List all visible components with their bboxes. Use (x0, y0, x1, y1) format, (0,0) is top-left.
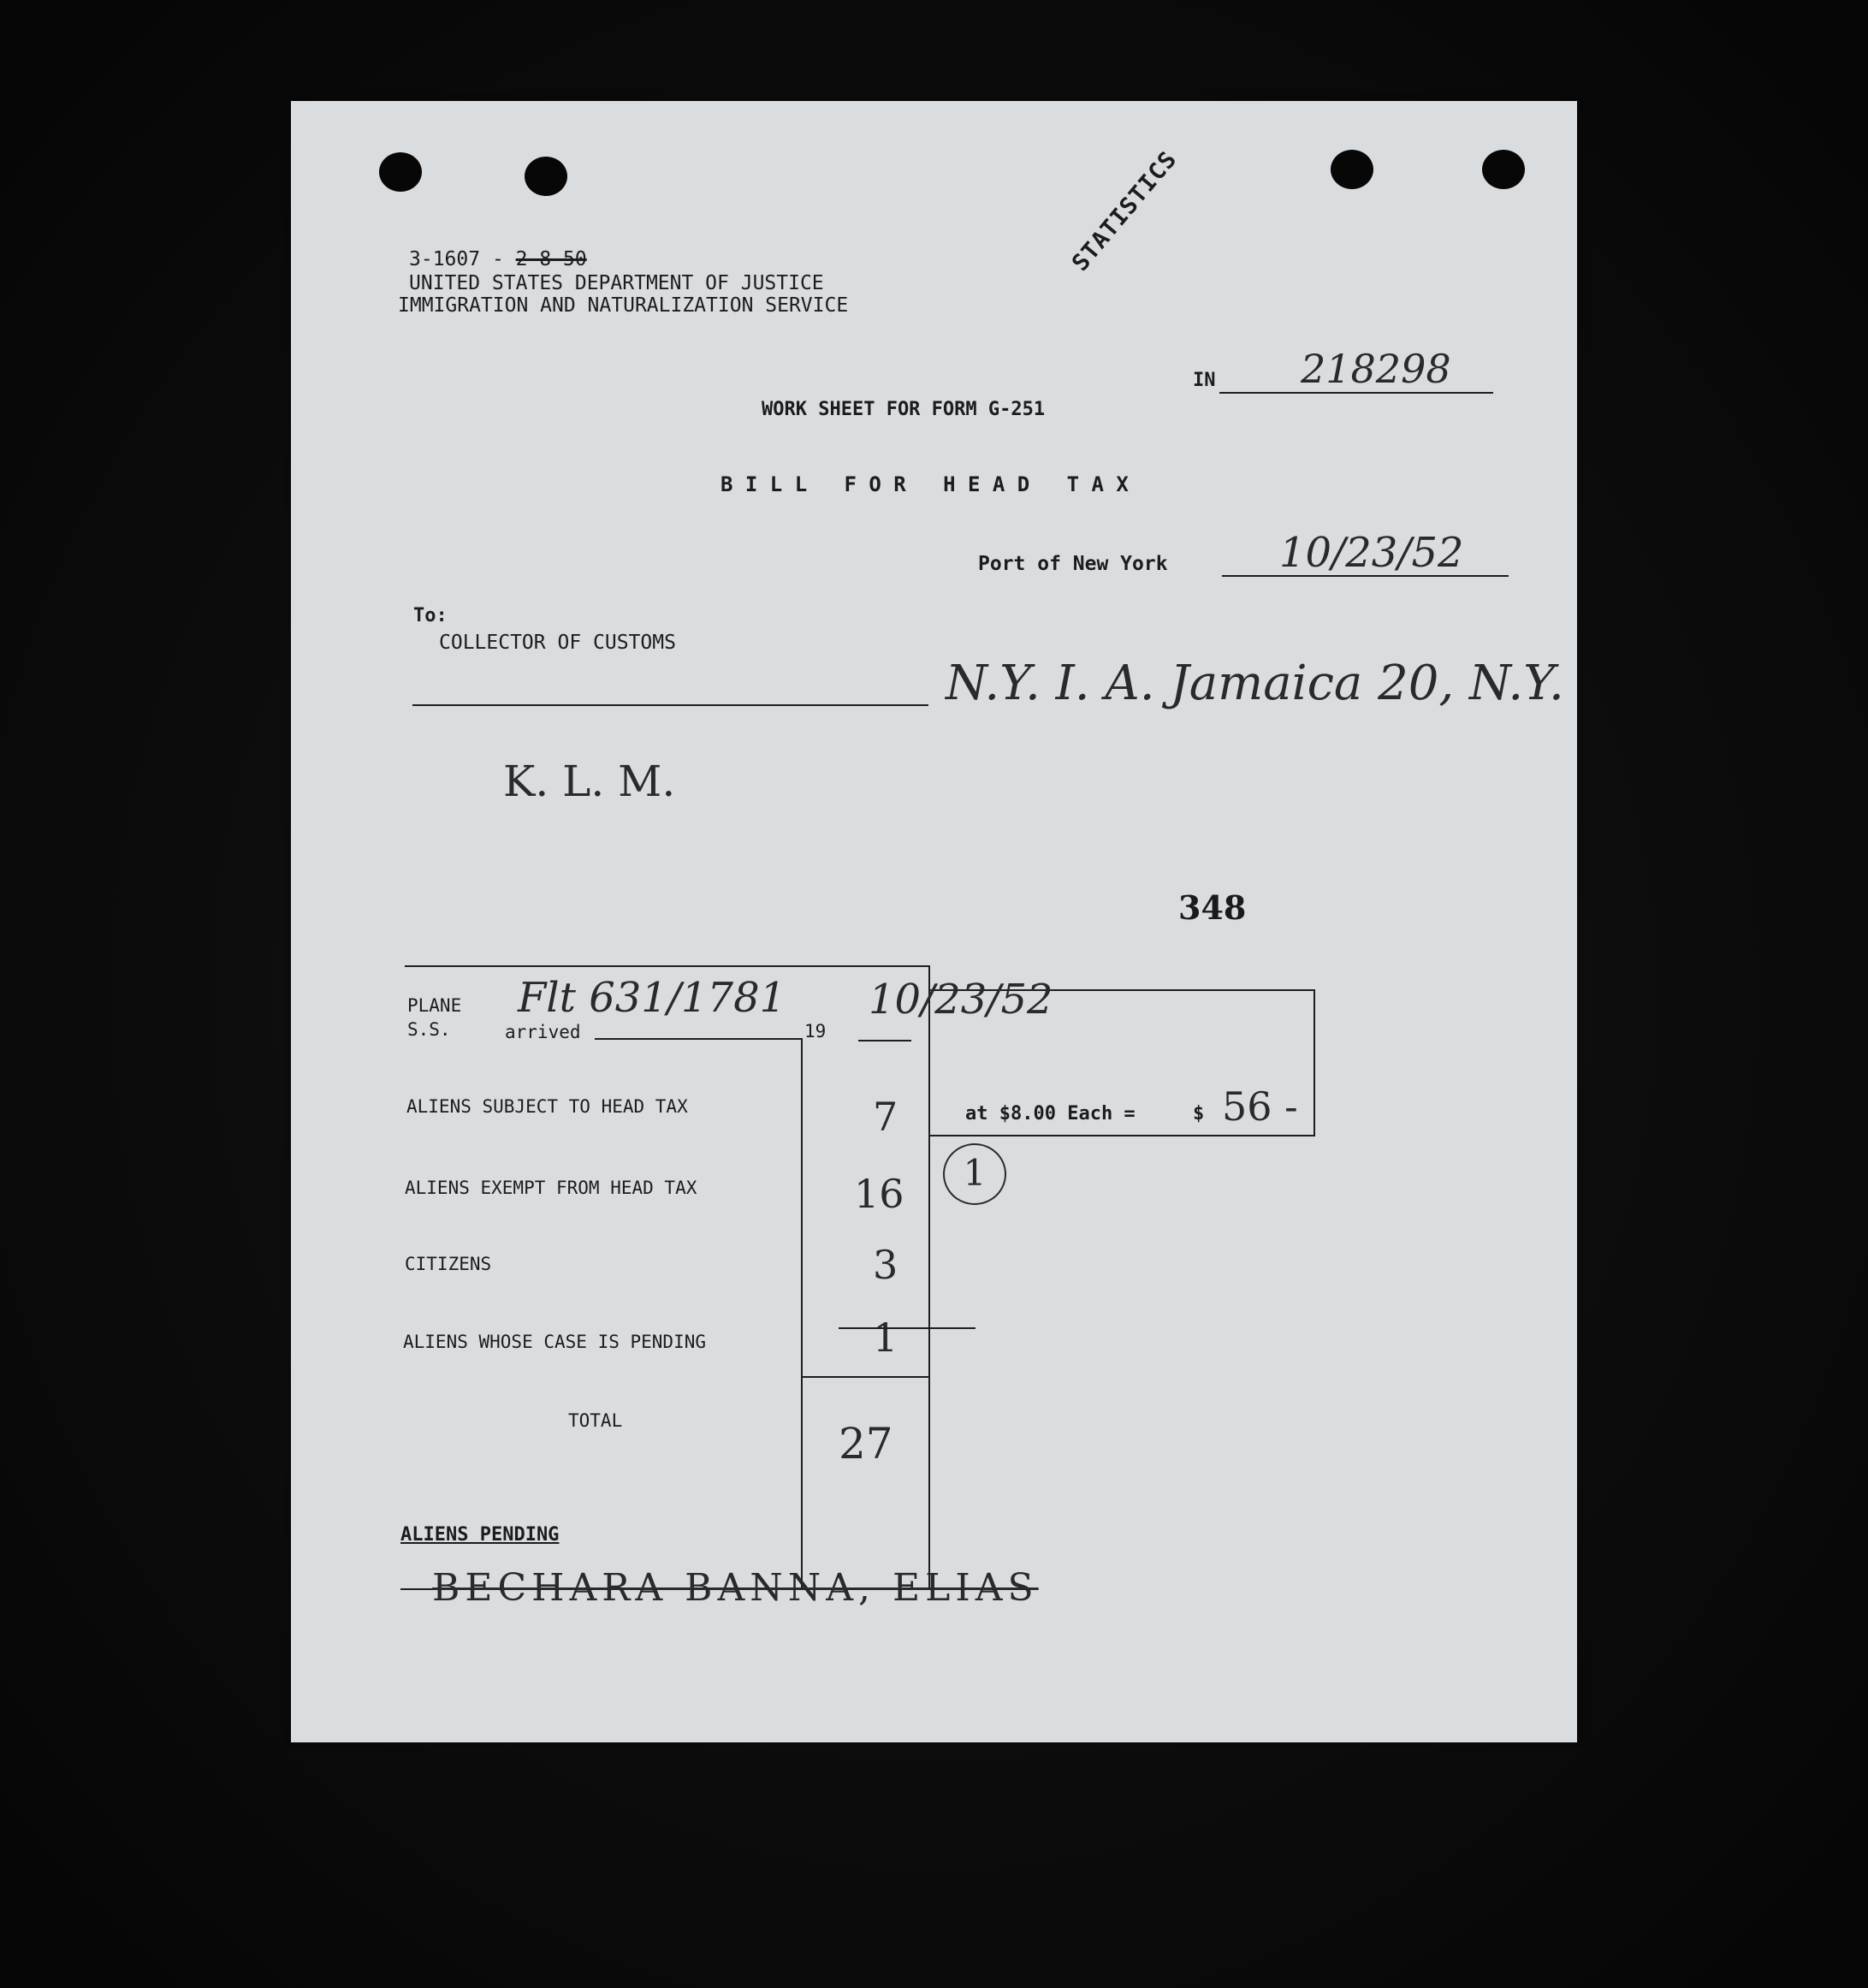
arrived-line (595, 1038, 802, 1040)
bill-title: B I L L F O R H E A D T A X (721, 472, 1129, 496)
row-label-subject: ALIENS SUBJECT TO HEAD TAX (406, 1096, 688, 1117)
carrier-handwritten: K. L. M. (503, 757, 676, 806)
year-prefix: 19 (804, 1021, 827, 1041)
location-handwritten: N.Y. I. A. Jamaica 20, N.Y. (946, 656, 1564, 711)
port-label: Port of New York (978, 553, 1168, 575)
pending-crossout-line (839, 1327, 976, 1329)
row-value-exempt: 16 (854, 1171, 904, 1217)
in-label: IN (1193, 370, 1216, 391)
row-value-subject: 7 (873, 1094, 898, 1140)
plane-label: PLANE (407, 995, 462, 1016)
form-code: 3-1607 - 2-8-50 (409, 248, 587, 270)
row-label-exempt: ALIENS EXEMPT FROM HEAD TAX (405, 1178, 697, 1198)
punch-hole (1482, 150, 1525, 189)
punch-hole (1331, 150, 1373, 189)
rate-box-right (1314, 989, 1315, 1136)
arrived-label: arrived (505, 1022, 581, 1042)
in-number-line (1219, 392, 1493, 394)
recipient-line (412, 704, 928, 706)
total-label: TOTAL (568, 1410, 623, 1431)
document-page (291, 101, 1577, 1742)
pending-names: BECHARA BANNA, ELIAS (432, 1566, 1039, 1610)
worksheet-title: WORK SHEET FOR FORM G-251 (762, 399, 1046, 420)
ss-label: S.S. (407, 1019, 451, 1040)
department-name: UNITED STATES DEPARTMENT OF JUSTICE (409, 272, 824, 294)
row-value-citizens: 3 (873, 1242, 898, 1288)
dollar-sign: $ (1193, 1103, 1205, 1125)
form-date: 2-8-50 (515, 248, 587, 270)
port-date: 10/23/52 (1279, 529, 1464, 577)
table-right-border (928, 965, 930, 1590)
statistics-stamp: STATISTICS (1067, 145, 1183, 276)
sheet-number: 348 (1178, 888, 1247, 927)
to-label: To: (413, 605, 448, 626)
service-name: IMMIGRATION AND NATURALIZATION SERVICE (398, 294, 849, 317)
total-value: 27 (839, 1419, 893, 1469)
arrival-date-handwritten: 10/23/52 (869, 976, 1053, 1024)
punch-hole (379, 152, 422, 192)
flight-handwritten: Flt 631/1781 (518, 974, 786, 1022)
table-top-line (405, 965, 930, 967)
port-date-line (1222, 575, 1509, 577)
in-number: 218298 (1301, 346, 1451, 392)
pending-heading: ALIENS PENDING (400, 1524, 560, 1546)
rate-box-bottom (929, 1135, 1315, 1136)
row-label-pending: ALIENS WHOSE CASE IS PENDING (403, 1332, 707, 1352)
circled-note (943, 1143, 1006, 1205)
total-top-line (802, 1376, 930, 1378)
arrived-line-end (858, 1040, 911, 1041)
amount-value: 56 - (1222, 1083, 1298, 1130)
punch-hole (525, 157, 567, 196)
rate-text: at $8.00 Each = (965, 1103, 1136, 1125)
row-label-citizens: CITIZENS (405, 1254, 492, 1274)
recipient: COLLECTOR OF CUSTOMS (439, 632, 676, 654)
row-value-pending: 1 (873, 1314, 898, 1361)
circled-note-value: 1 (963, 1152, 987, 1194)
values-column-border (801, 1038, 803, 1590)
form-code-number: 3-1607 (409, 248, 481, 270)
